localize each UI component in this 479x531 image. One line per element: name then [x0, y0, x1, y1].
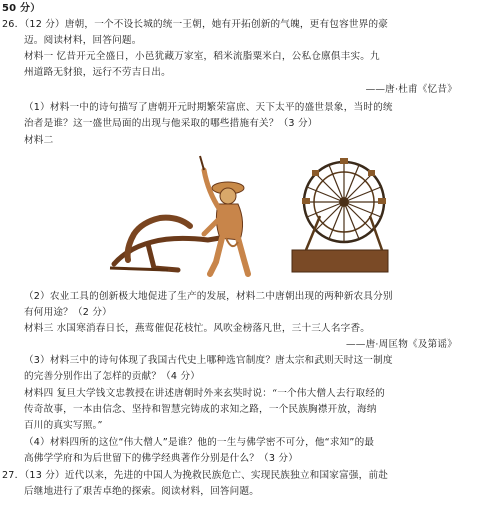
water-wheel-illustration — [290, 156, 390, 274]
material1-source: ——唐·杜甫《忆昔》 — [365, 84, 457, 95]
header-score: 50 分） — [2, 3, 41, 14]
curved-plow-illustration — [108, 152, 273, 277]
material4-line2: 传奇故事，一本由信念、坚持和智慧完铸成的求知之路，一个民族胸襟开放，海纳 — [24, 404, 377, 415]
material1-line1: 材料一 忆昔开元全盛日，小邑犹藏万家室，稻米流脂粟米白，公私仓廪俱丰实。九 — [24, 51, 380, 62]
sub2-line1: （2）农业工具的创新极大地促进了生产的发展，材料二中唐朝出现的两种新农具分别 — [24, 291, 393, 302]
material3-line1: 材料三 水国寒消春日长，燕莺催促花枝忙。风吹金榜落凡世，三十三人名字香。 — [24, 323, 371, 334]
q26-stem-line1: 26．（12 分）唐朝，一个不设长城的统一王朝，她有开拓创新的气魄，更有包容世界的豪 — [2, 19, 389, 30]
material2-label: 材料二 — [24, 135, 54, 146]
sub2-line2: 有何用途？（2 分） — [24, 307, 112, 318]
sub1-line1: （1）材料一中的诗句描写了唐朝开元时期繁荣富庶、天下太平的盛世景象，当时的统 — [24, 102, 393, 113]
q26-stem-line2: 迈。阅读材料，回答问题。 — [24, 35, 142, 46]
sub3-line1: （3）材料三中的诗句体现了我国古代史上哪种选官制度？唐太宗和武则天时这一制度 — [24, 355, 393, 366]
sub4-line2: 高佛学学府和为后世留下的佛学经典著作分别是什么？（3 分） — [24, 453, 298, 464]
sub3-line2: 的完善分别作出了怎样的贡献？（4 分） — [24, 371, 201, 382]
water-wheel-image — [290, 156, 390, 274]
sub4-line1: （4）材料四所的这位“伟大僧人”是谁？他的一生与佛学密不可分，他“求知”的最 — [24, 437, 375, 448]
material4-line1: 材料四 复旦大学钱文忠教授在讲述唐朝时外来玄奘时说：“一个伟大僧人去行取经的 — [24, 388, 385, 399]
curved-plow-image — [108, 152, 273, 277]
sub1-line2: 治者是谁？这一盛世局面的出现与他采取的哪些措施有关？（3 分） — [24, 118, 318, 129]
material4-line3: 百川的真实写照。” — [24, 420, 103, 431]
material3-source: ——唐·周匡物《及第谣》 — [346, 339, 457, 350]
q27-stem-line2: 后继地进行了艰苦卓绝的探索。阅读材料，回答问题。 — [24, 486, 260, 497]
q27-stem-line1: 27．（13 分）近代以来，先进的中国人为挽救民族危亡、实现民族独立和国家富强，前赴 — [2, 470, 389, 481]
material1-line2: 州道路无豺狼，远行不劳吉日出。 — [24, 67, 171, 78]
